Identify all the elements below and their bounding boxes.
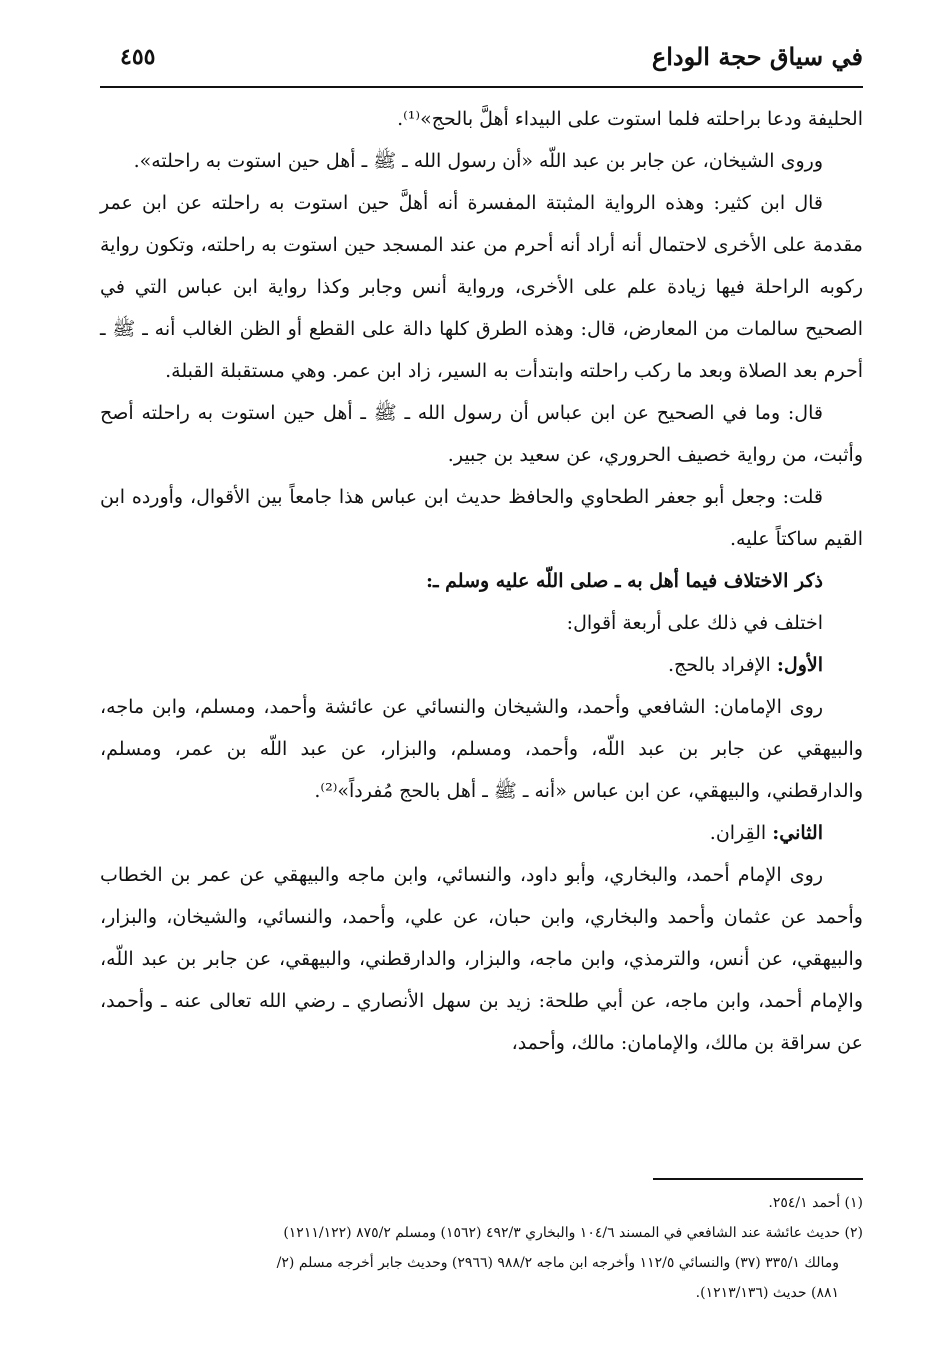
main-text	[100, 98, 863, 1064]
footnote-separator	[653, 1178, 863, 1180]
section-heading: ذكر الاختلاف فيما أهل به ـ صلى اللّه عليه وسلم ـ:	[425, 570, 823, 592]
paragraph-2: وروى الشيخان، عن جابر بن عبد اللّه «أن رسول الله ـ ﷺ ـ أهل حين استوت به راحلته».	[133, 150, 823, 172]
paragraph-5: قلت: وجعل أبو جعفر الطحاوي والحافظ حديث ابن عباس هذا جامعاً بين الأقوال، وأورده ابن القيم ساكتاً عليه.	[100, 486, 863, 550]
subheading-first-label: الأول:	[776, 654, 823, 676]
page-number: ٤٥٥	[120, 44, 156, 70]
paragraph-1: الحليفة ودعا براحلته فلما استوت على البيداء أهلَّ بالحج»⁽¹⁾.	[397, 108, 863, 130]
paragraph-6: اختلف في ذلك على أربعة أقوال:	[566, 612, 823, 634]
subheading-second-text: القِران.	[709, 822, 767, 844]
subheading-first-text: الإفراد بالحج.	[667, 654, 771, 676]
page-header	[100, 30, 863, 88]
footnote-2-continued: ومالك ٣٣٥/١ (٣٧) والنسائي ١١٢/٥ وأخرجه ابن ماجه ٩٨٨/٢ (٢٩٦٦) وحديث جابر أخرجه مسلم (٢/	[276, 1255, 839, 1271]
subheading-second	[100, 812, 863, 854]
subheading-second-label: الثاني:	[772, 822, 823, 844]
running-title: في سياق حجة الوداع	[651, 42, 863, 71]
footnote-1: (١) أحمد ٢٥٤/١.	[768, 1195, 863, 1211]
paragraph-3: قال ابن كثير: وهذه الرواية المثبتة المفسرة أنه أهلَّ حين استوت به راحلته عن ابن عمر مقدمة على الأخرى لاحتمال أنه أراد أنه أحرم من عند المسجد حين استوت به راحلته، وتكون رواية ركوبه الراحلة فيها زيادة علم على الأخرى، ورواية أنس وجابر وكذا رواية ابن عباس التي في الصحيح سالمات من المعارض، قال: وهذه الطرق كلها دالة على القطع أو الظن الغالب أنه ـ ﷺ ـ أحرم بعد الصلاة وبعد ما ركب راحلته وابتدأت به السير، زاد ابن عمر. وهي مستقبلة القبلة.	[100, 192, 863, 382]
paragraph-8: روى الإمام أحمد، والبخاري، وأبو داود، والنسائي، وابن ماجه والبيهقي عن عمر بن الخطاب وأحمد عن عثمان وأحمد والبخاري، وابن حبان، عن علي، وأحمد، والنسائي، والشيخان، والبزار، والبيهقي، عن أنس، والترمذي، وابن ماجه، والبزار، والدارقطني، والبيهقي، عن جابر بن عبد اللّه، والإمام أحمد، وابن ماجه، عن أبي طلحة: زيد بن سهل الأنصاري ـ رضي الله تعالى عنه ـ وأحمد، عن سراقة بن مالك، والإمامان: مالك، وأحمد،	[100, 864, 863, 1054]
paragraph-4: قال: وما في الصحيح عن ابن عباس أن رسول الله ـ ﷺ ـ أهل حين استوت به راحلته أصح وأثبت، من رواية خصيف الحروري، عن سعيد بن جبير.	[100, 402, 863, 466]
subheading-first	[100, 644, 863, 686]
footnotes	[100, 1188, 863, 1308]
footnote-2-end: ٨٨١) حديث (١٢١٣/١٣٦).	[695, 1285, 839, 1301]
footnote-2: (٢) حديث عائشة عند الشافعي في المسند ١٠٤/٦ والبخاري ٤٩٢/٣ (١٥٦٢) ومسلم ٨٧٥/٢ (١٢١١/١٢٢)	[283, 1225, 863, 1241]
paragraph-7: روى الإمامان: الشافعي وأحمد، والشيخان والنسائي عن عائشة وأحمد، ومسلم، وابن ماجه، والبيهقي عن جابر بن عبد اللّه، وأحمد، ومسلم، والبزار، عن عبد اللّه بن عمر، ومسلم، والدارقطني، والبيهقي، عن ابن عباس «أنه ـ ﷺ ـ أهل بالحج مُفرداً»⁽²⁾.	[100, 696, 863, 802]
